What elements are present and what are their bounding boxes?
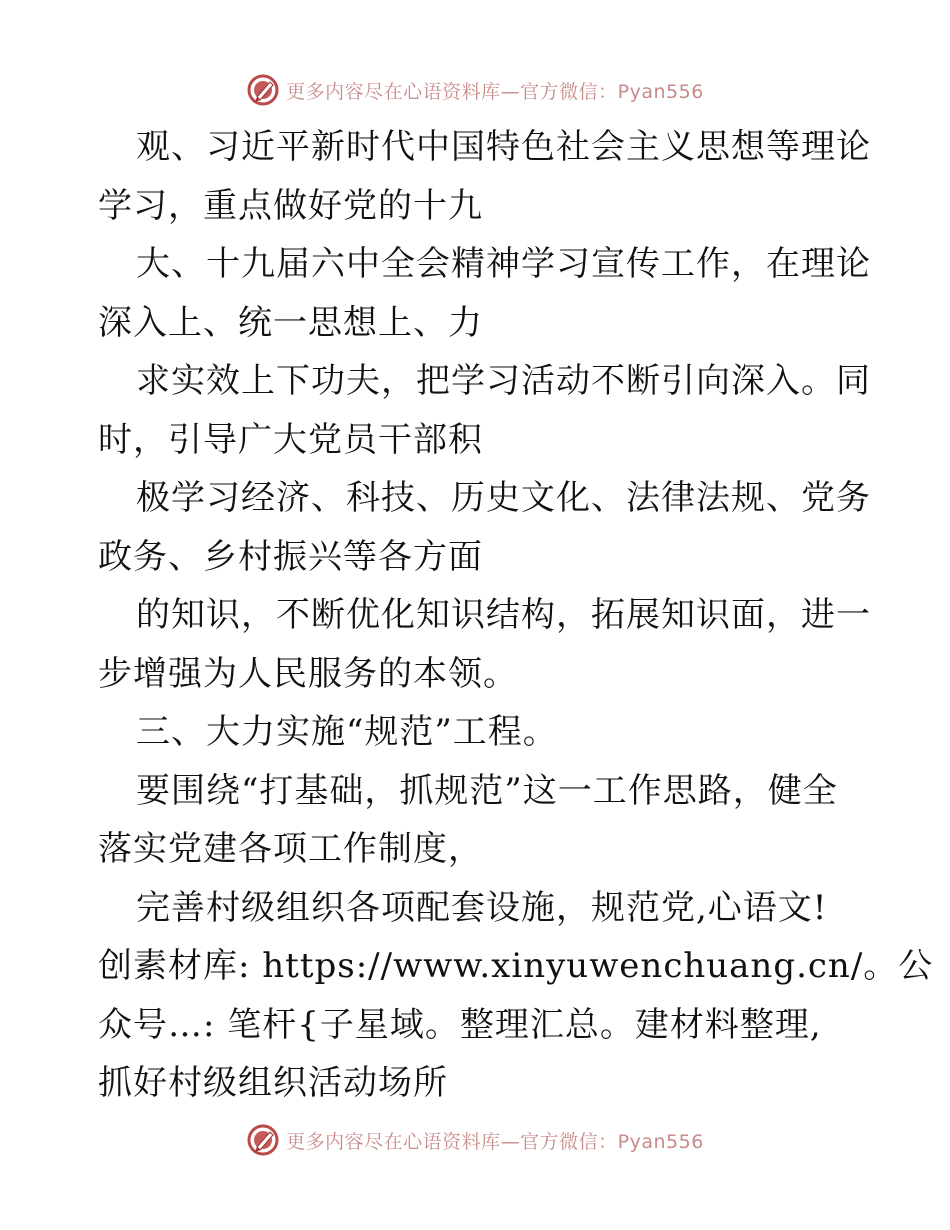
text-line: 完善村级组织各项配套设施，规范党,心语文! — [136, 887, 828, 928]
text-line: 创素材库: https://www.xinyuwenchuang.cn/。公 — [98, 946, 934, 986]
pen-logo-icon — [246, 73, 280, 107]
text-line: 的知识，不断优化知识结构，拓展知识面，进一 — [136, 595, 871, 635]
header-banner-text: 更多内容尽在心语资料库—官方微信：Pyan556 — [286, 80, 704, 103]
text-line: 观、习近平新时代中国特色社会主义思想等理论 — [136, 127, 871, 167]
footer-banner — [0, 1120, 950, 1160]
section-heading: 三、大力实施“规范”工程。 — [136, 712, 558, 752]
text-line: 落实党建各项工作制度， — [98, 829, 483, 869]
pen-logo-icon — [246, 1123, 280, 1157]
text-line: 大、十九届六中全会精神学习宣传工作，在理论 — [136, 244, 871, 284]
text-line: 极学习经济、科技、历史文化、法律法规、党务 — [136, 478, 871, 518]
text-line: 政务、乡村振兴等各方面 — [98, 536, 483, 577]
text-line: 众号…: 笔杆{子星域。整理汇总。建材料整理, — [98, 1004, 822, 1045]
text-line: 深入上、统一思想上、力 — [98, 302, 483, 343]
text-line: 步增强为人民服务的本领。 — [98, 653, 518, 694]
text-line: 求实效上下功夫，把学习活动不断引向深入。同 — [136, 361, 871, 401]
footer-banner-text: 更多内容尽在心语资料库—官方微信：Pyan556 — [286, 1130, 704, 1153]
header-banner — [0, 70, 950, 110]
text-line: 时，引导广大党员干部积 — [98, 419, 483, 460]
document-body — [98, 118, 934, 1113]
text-line: 抓好村级组织活动场所 — [98, 1063, 448, 1103]
text-line: 学习，重点做好党的十九 — [98, 185, 483, 226]
text-line: 要围绕“打基础，抓规范”这一工作思路，健全 — [136, 770, 838, 811]
